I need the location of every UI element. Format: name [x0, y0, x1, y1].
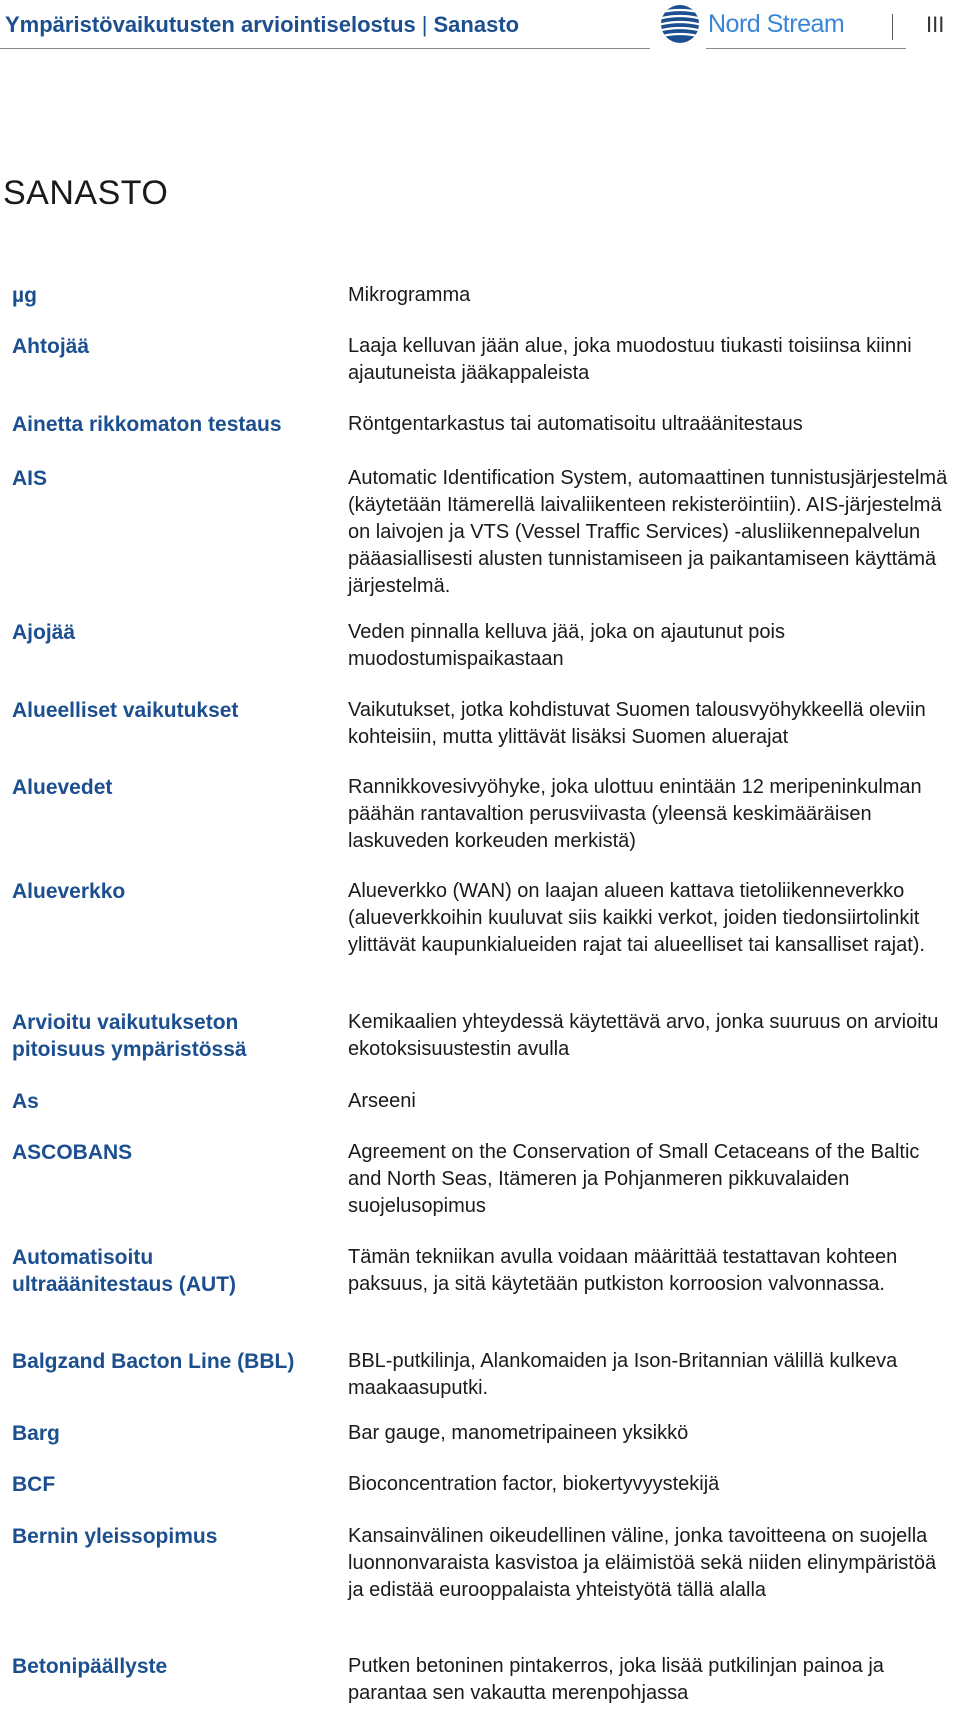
section-name: Sanasto: [433, 12, 520, 37]
glossary-definition: Mikrogramma: [348, 284, 471, 306]
glossary-term: Automatisoitu ultraäänitestaus (AUT): [12, 1246, 237, 1296]
document-title-text: Ympäristövaikutusten arviointiselostus: [5, 12, 416, 37]
section-title: SANASTO: [3, 174, 169, 212]
page-header: [0, 0, 960, 52]
glossary-definition: Kansainvälinen oikeudellinen väline, jonka tavoitteena on suojella luonnonvaraista kasvistoa ja eläimistöä sekä niiden elinympäristöä ja edistää eurooppalaista yhteistyötä tällä alalla: [348, 1525, 937, 1601]
glossary-term: Ahtojää: [12, 335, 90, 358]
glossary-definition: Putken betoninen pintakerros, joka lisää putkilinjan painoa ja parantaa sen vakautta merenpohjassa: [348, 1655, 884, 1704]
header-rule: [0, 48, 650, 49]
glossary-definition: Agreement on the Conservation of Small Cetaceans of the Baltic and North Seas, Itämeren ja Pohjanmeren pikkuvalaiden suojelusopimus: [348, 1141, 920, 1217]
glossary-definition: Laaja kelluvan jään alue, joka muodostuu tiukasti toisiinsa kiinni ajautuneista jääkappaleista: [348, 335, 912, 384]
glossary-definition: Alueverkko (WAN) on laajan alueen kattava tietoliikenneverkko (alueverkkoihin kuuluvat siis kaikki verkot, joiden tiedonsiirtolinkit ylittävät kaupunkialueiden rajat tai alueelliset tai kansalliset rajat).: [348, 880, 925, 956]
header-divider: [892, 14, 893, 40]
glossary-definition: Automatic Identification System, automaattinen tunnistusjärjestelmä (käytetään Itämerellä laivaliikenteen rekisteröintiin). AIS-järjestelmä on laivojen ja VTS (Vessel Traffic Services) -alusliikennepalvelun pääasiallisesti alusten tunnistamiseen ja paikantamiseen käyttämä järjestelmä.: [348, 467, 948, 597]
glossary-definition: Kemikaalien yhteydessä käytettävä arvo, jonka suuruus on arvioitu ekotoksisuustestin avulla: [348, 1011, 939, 1060]
glossary-term: Barg: [12, 1422, 60, 1445]
glossary-term: BCF: [12, 1473, 56, 1496]
glossary-term: Bernin yleissopimus: [12, 1525, 218, 1548]
document-title: [5, 12, 519, 38]
glossary-term: Alueverkko: [12, 880, 126, 903]
glossary-term: Ainetta rikkomaton testaus: [12, 413, 282, 436]
glossary-term: As: [12, 1090, 39, 1113]
glossary-term: Ajojää: [12, 621, 76, 644]
glossary-term: µg: [12, 284, 37, 307]
glossary-term: Betonipäällyste: [12, 1655, 168, 1678]
glossary-term: Balgzand Bacton Line (BBL): [12, 1350, 295, 1373]
glossary-term: Alueelliset vaikutukset: [12, 699, 239, 722]
glossary-term: AIS: [12, 467, 48, 490]
title-separator: |: [421, 12, 428, 37]
glossary-definition: Tämän tekniikan avulla voidaan määrittää testattavan kohteen paksuus, ja sitä käytetään putkiston korroosion valvonnassa.: [348, 1246, 898, 1295]
glossary-definition: Röntgentarkastus tai automatisoitu ultraäänitestaus: [348, 413, 803, 435]
page-number: III: [926, 12, 945, 37]
glossary-term: Arvioitu vaikutukseton pitoisuus ympäristössä: [12, 1011, 247, 1061]
glossary-definition: Vaikutukset, jotka kohdistuvat Suomen talousvyöhykkeellä oleviin kohteisiin, mutta ylittävät lisäksi Suomen aluerajat: [348, 699, 926, 748]
glossary-definition: Bar gauge, manometripaineen yksikkö: [348, 1422, 689, 1444]
logo-text: Nord Stream: [708, 10, 845, 38]
glossary-definition: Rannikkovesivyöhyke, joka ulottuu enintään 12 meripeninkulman päähän rantavaltion perusviivasta (yleensä keskimääräisen laskuveden korkeuden merkistä): [348, 776, 922, 852]
glossary-definition: Arseeni: [348, 1090, 416, 1112]
glossary-definition: Veden pinnalla kelluva jää, joka on ajautunut pois muodostumispaikastaan: [348, 621, 785, 670]
glossary-term: ASCOBANS: [12, 1141, 133, 1164]
nord-stream-logo-icon: [660, 4, 700, 44]
glossary-definition: BBL-putkilinja, Alankomaiden ja Ison-Britannian välillä kulkeva maakaasuputki.: [348, 1350, 898, 1399]
logo-rule: [706, 48, 906, 49]
glossary-term: Aluevedet: [12, 776, 113, 799]
glossary-definition: Bioconcentration factor, biokertyvyystekijä: [348, 1473, 720, 1495]
